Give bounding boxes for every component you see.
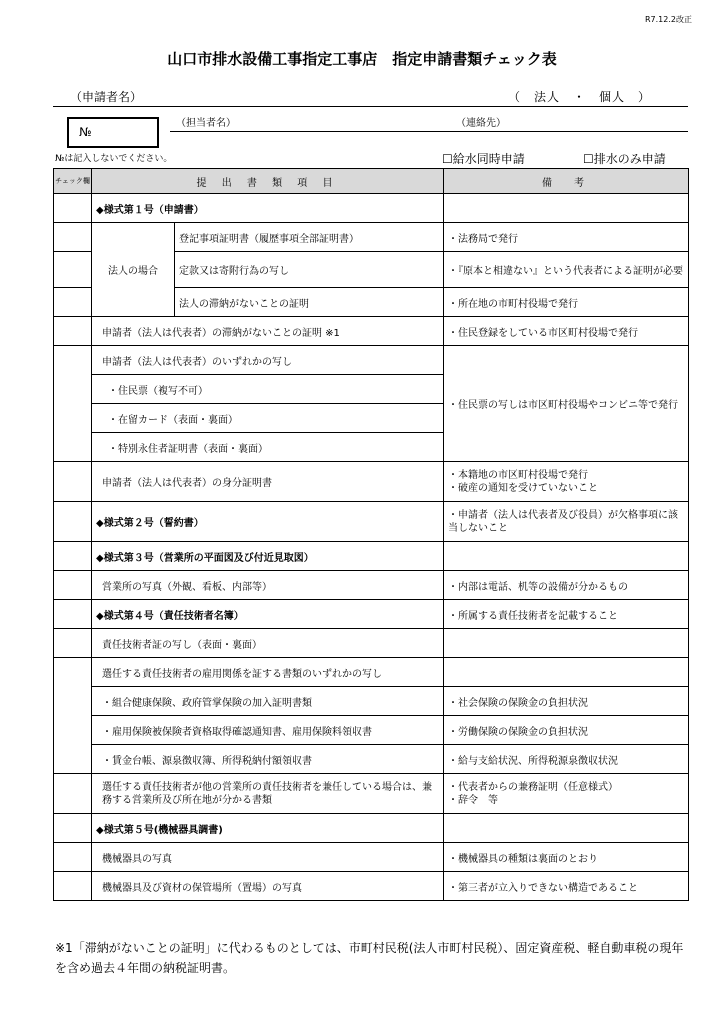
table-row <box>54 872 689 901</box>
check-cell[interactable] <box>54 600 92 629</box>
row-item: 申請者（法人は代表者）の滞納がないことの証明 ※1 <box>92 317 444 346</box>
header-check: チェック欄 <box>54 169 92 194</box>
page-title: 山口市排水設備工事指定工事店 指定申請書類チェック表 <box>167 50 557 68</box>
row-item: 営業所の写真（外観、看板、内部等） <box>92 571 444 600</box>
row-remark <box>444 194 689 223</box>
row-remark: ・社会保険の保険金の負担状況 <box>444 687 689 716</box>
row-item: ・賃金台帳、源泉徴収簿、所得税納付額領収書 <box>92 745 444 774</box>
row-remark: ・給与支給状況、所得税源泉徴収状況 <box>444 745 689 774</box>
row-remark: ・内部は電話、机等の設備が分かるもの <box>444 571 689 600</box>
number-box[interactable] <box>67 117 159 148</box>
row-remark: ・本籍地の市区町村役場で発行 ・破産の通知を受けていないこと <box>444 462 689 502</box>
table-row <box>54 687 689 716</box>
row-remark: ・機械器具の種類は裏面のとおり <box>444 843 689 872</box>
row-remark: ・申請者（法人は代表者及び役員）が欠格事項に該当しないこと <box>444 502 689 542</box>
row-item: 登記事項証明書（履歴事項全部証明書） <box>175 223 444 252</box>
table-row <box>54 600 689 629</box>
row-remark: ・住民登録をしている市区町村役場で発行 <box>444 317 689 346</box>
revision-label: R7.12.2改正 <box>644 15 692 24</box>
table-row <box>54 745 689 774</box>
table-row <box>54 223 689 252</box>
row-remark: ・代表者からの兼務証明（任意様式） ・辞令 等 <box>444 774 689 814</box>
table-row <box>54 716 689 745</box>
row-remark <box>444 814 689 843</box>
number-note: №は記入しないでください。 <box>55 154 173 164</box>
contact-label: （連絡先） <box>456 118 506 129</box>
row-remark: ・所在地の市町村役場で発行 <box>444 288 689 317</box>
check-cell[interactable] <box>54 571 92 600</box>
row-remark: ・住民票の写しは市区町村役場やコンビニ等で発行 <box>444 346 689 462</box>
row-item: 申請者（法人は代表者）の身分証明書 <box>92 462 444 502</box>
check-cell[interactable] <box>54 814 92 843</box>
row-remark <box>444 658 689 687</box>
row-item: ◆様式第４号（責任技術者名簿） <box>92 600 444 629</box>
check-cell[interactable] <box>54 542 92 571</box>
row-item: ・住民票（複写不可） <box>92 375 444 404</box>
table-row <box>54 542 689 571</box>
check-cell[interactable] <box>54 252 92 288</box>
table-row <box>54 774 689 814</box>
table-row <box>54 571 689 600</box>
option-water-supply[interactable]: ☐給水同時申請 <box>442 152 525 166</box>
table-row <box>54 843 689 872</box>
table-row <box>54 317 689 346</box>
table-row <box>54 194 689 223</box>
header-item: 提 出 書 類 項 目 <box>92 169 444 194</box>
applicant-name-label: （申請者名） <box>70 90 143 104</box>
row-remark <box>444 629 689 658</box>
table-row <box>54 502 689 542</box>
row-item: ・組合健康保険、政府管掌保険の加入証明書類 <box>92 687 444 716</box>
row-item: ◆様式第５号(機械器具調書) <box>92 814 444 843</box>
applicant-underline <box>53 106 688 107</box>
row-remark: ・労働保険の保険金の負担状況 <box>444 716 689 745</box>
table-header <box>54 169 689 194</box>
check-cell[interactable] <box>54 317 92 346</box>
row-item: 申請者（法人は代表者）のいずれかの写し <box>92 346 444 375</box>
table-row <box>54 658 689 687</box>
corp-case-label: 法人の場合 <box>92 223 175 317</box>
check-cell[interactable] <box>54 872 92 901</box>
row-item: ◆様式第１号（申請書） <box>92 194 444 223</box>
check-cell[interactable] <box>54 223 92 252</box>
row-item: 法人の滞納がないことの証明 <box>175 288 444 317</box>
row-item: 責任技術者証の写し（表面・裏面） <box>92 629 444 658</box>
check-cell[interactable] <box>54 774 92 814</box>
footnote: ※1「滞納がないことの証明」に代わるものとしては、市町村民税(法人市町村民税）、固定資産税、軽自動車税の現年を含め過去４年間の納税証明書。 <box>55 941 684 975</box>
row-item: ・雇用保険被保険者資格取得確認通知書、雇用保険料領収書 <box>92 716 444 745</box>
row-item: 機械器具及び資材の保管場所（置場）の写真 <box>92 872 444 901</box>
row-remark <box>444 542 689 571</box>
row-item: ・在留カード（表面・裏面） <box>92 404 444 433</box>
table-row <box>54 814 689 843</box>
check-cell[interactable] <box>54 346 92 462</box>
row-item: 選任する責任技術者が他の営業所の責任技術者を兼任している場合は、兼務する営業所及び所在地が分かる書類 <box>92 774 444 814</box>
check-cell[interactable] <box>54 502 92 542</box>
header-remark: 備 考 <box>444 169 689 194</box>
number-label: № <box>79 125 92 139</box>
check-cell[interactable] <box>54 288 92 317</box>
row-item: 定款又は寄附行為の写し <box>175 252 444 288</box>
row-remark: ・法務局で発行 <box>444 223 689 252</box>
check-cell[interactable] <box>54 194 92 223</box>
row-item: ◆様式第３号（営業所の平面図及び付近見取図） <box>92 542 444 571</box>
table-row <box>54 629 689 658</box>
applicant-type-label: （ 法人 ・ 個人 ） <box>508 90 652 104</box>
row-remark: ・所属する責任技術者を記載すること <box>444 600 689 629</box>
row-item: 選任する責任技術者の雇用関係を証する書類のいずれかの写し <box>92 658 444 687</box>
check-cell[interactable] <box>54 629 92 658</box>
row-remark: ・『原本と相違ない』という代表者による証明が必要 <box>444 252 689 288</box>
row-item: ◆様式第２号（誓約書） <box>92 502 444 542</box>
check-cell[interactable] <box>54 462 92 502</box>
contact-person-underline <box>170 131 688 132</box>
option-drainage-only[interactable]: ☐排水のみ申請 <box>583 152 666 166</box>
table-row <box>54 462 689 502</box>
check-cell[interactable] <box>54 843 92 872</box>
check-cell[interactable] <box>54 658 92 774</box>
row-item: 機械器具の写真 <box>92 843 444 872</box>
checklist-table <box>53 168 689 901</box>
contact-person-label: （担当者名） <box>176 118 236 129</box>
row-item: ・特別永住者証明書（表面・裏面） <box>92 433 444 462</box>
row-remark: ・第三者が立入りできない構造であること <box>444 872 689 901</box>
table-row <box>54 346 689 375</box>
